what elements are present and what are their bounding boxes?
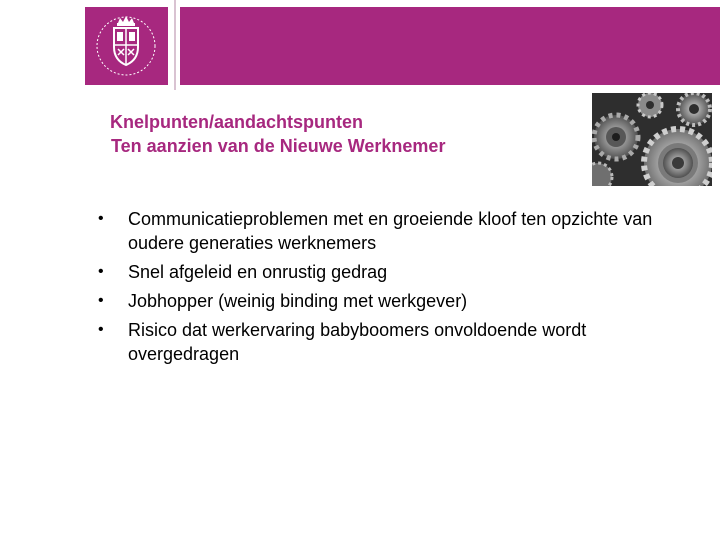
bullet-marker: • xyxy=(98,321,104,338)
list-item xyxy=(95,289,695,313)
list-item xyxy=(95,318,695,366)
list-item xyxy=(95,207,695,255)
university-logo xyxy=(85,7,168,85)
bullet-text: Jobhopper (weinig binding met werkgever) xyxy=(128,291,468,311)
bullet-text: Risico dat werkervaring babyboomers onvoldoende wordt overgedragen xyxy=(128,320,587,364)
bullet-text: Snel afgeleid en onrustig gedrag xyxy=(128,262,388,282)
bullet-marker: • xyxy=(98,263,104,280)
gears-image xyxy=(592,93,712,186)
title-line-1: Knelpunten/aandachtspunten xyxy=(110,112,364,132)
gears-icon xyxy=(592,93,712,186)
header-banner xyxy=(180,7,720,85)
title-line-2: Ten aanzien van de Nieuwe Werknemer xyxy=(111,136,446,156)
bullet-marker: • xyxy=(98,292,104,309)
bullet-list xyxy=(95,207,695,371)
bullet-marker: • xyxy=(98,210,104,227)
header-divider xyxy=(174,0,176,90)
university-seal-icon xyxy=(85,7,168,85)
list-item xyxy=(95,260,695,284)
bullet-text: Communicatieproblemen met en groeiende kloof ten opzichte van oudere generaties werknemers xyxy=(128,209,653,253)
slide-title xyxy=(110,110,570,158)
